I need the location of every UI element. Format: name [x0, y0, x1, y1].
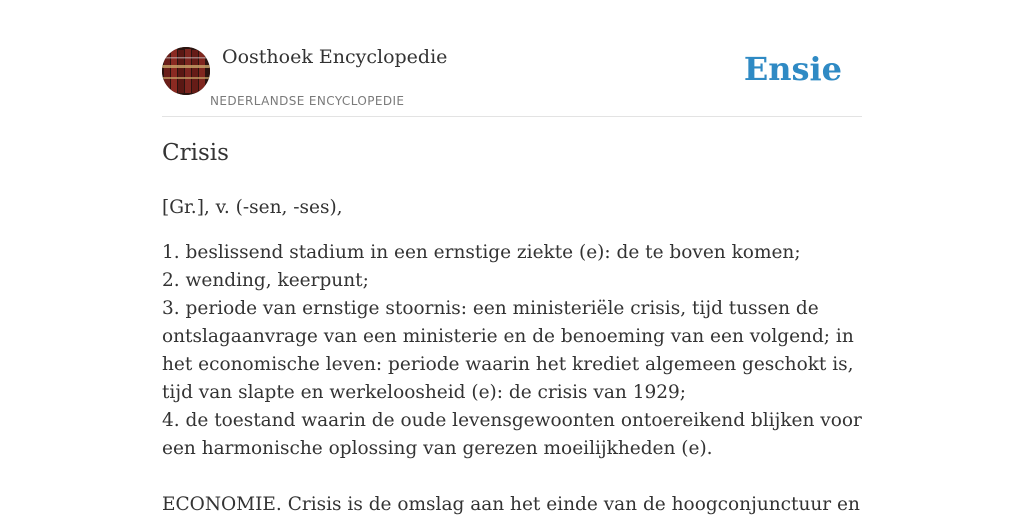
site-header — [162, 0, 862, 117]
economy-paragraph: ECONOMIE. Crisis is de omslag aan het einde van de hoogconjunctuur en — [162, 494, 860, 515]
entry-title: Crisis — [162, 140, 229, 166]
page-content — [162, 0, 862, 515]
entry-body — [162, 239, 862, 519]
ensie-logo-link[interactable]: Ensie — [743, 50, 842, 88]
definition-item: 1. beslissend stadium in een ernstige ziekte (e): de te boven komen; — [162, 242, 801, 263]
site-subtitle: NEDERLANDSE ENCYCLOPEDIE — [210, 94, 405, 108]
encyclopedia-books-avatar[interactable] — [162, 47, 210, 95]
entry-grammar: [Gr.], v. (-sen, -ses), — [162, 197, 343, 218]
paragraph-spacer — [162, 463, 862, 491]
definition-item: 4. de toestand waarin de oude levensgewoonten ontoereikend blijken voor een harmonische oplossing van gerezen moeilijkheden (e). — [162, 410, 862, 459]
site-title[interactable]: Oosthoek Encyclopedie — [222, 46, 448, 68]
definition-item: 2. wending, keerpunt; — [162, 270, 369, 291]
books-image-icon — [162, 47, 210, 95]
definition-item: 3. periode van ernstige stoornis: een ministeriële crisis, tijd tussen de ontslagaanvrage van een ministerie en de benoeming van een volgend; in het economische leven: periode waarin het krediet algemeen geschokt is, tijd van slapte en werkeloosheid (e): de crisis van 1929; — [162, 298, 854, 403]
